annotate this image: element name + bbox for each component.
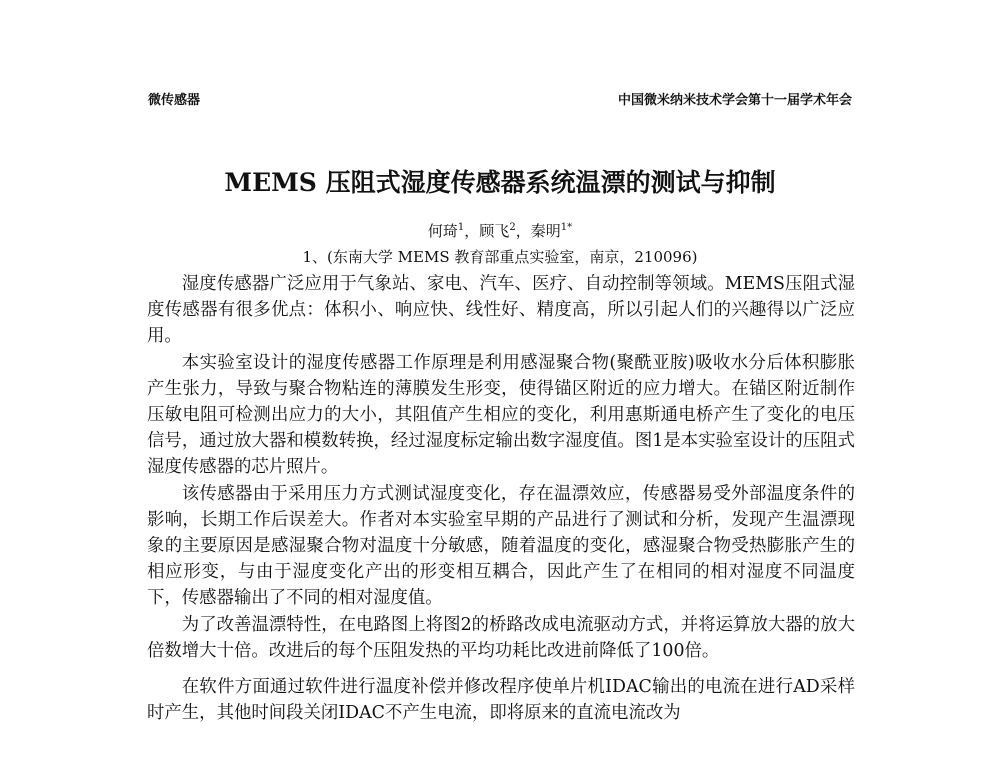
body-paragraph: 在软件方面通过软件进行温度补偿并修改程序使单片机IDAC输出的电流在进行AD采样时产生，其他时间段关闭IDAC不产生电流，即将原来的直流电流改为 <box>147 677 855 724</box>
author-list <box>0 220 1000 241</box>
paper-title: MEMS 压阻式湿度传感器系统温漂的测试与抑制 <box>224 168 776 197</box>
author-name: 秦明 <box>530 222 561 240</box>
author-affiliation-mark: 2 <box>509 222 516 233</box>
author-separator: ， <box>464 222 480 240</box>
author-affiliation-mark: 1 <box>457 222 465 233</box>
body-paragraph: 湿度传感器广泛应用于气象站、家电、汽车、医疗、自动控制等领域。MEMS压阻式湿度传感器有很多优点：体积小、响应快、线性好、精度高，所以引起人们的兴趣得以广泛应用。 <box>147 274 855 347</box>
author-affiliation-mark: 1* <box>560 222 573 233</box>
body-paragraph: 为了改善温漂特性，在电路图上将图2的桥路改成电流驱动方式，并将运算放大器的放大倍数增大十倍。改进后的每个压阻发热的平均功耗比改进前降低了100倍。 <box>147 614 855 661</box>
author-name: 何琦 <box>427 222 458 240</box>
body-paragraph: 该传感器由于采用压力方式测试湿度变化，存在温漂效应，传感器易受外部温度条件的影响，长期工作后误差大。作者对本实验室早期的产品进行了测试和分析，发现产生温漂现象的主要原因是感湿聚合物对温度十分敏感，随着温度的变化，感湿聚合物受热膨胀产生的相应形变，与由于湿度变化产出的形变相互耦合，因此产生了在相同的相对湿度不同温度下，传感器输出了不同的相对湿度值。 <box>147 483 855 609</box>
author-name: 顾飞 <box>479 222 510 240</box>
author-separator: ， <box>515 222 531 240</box>
author-affiliation: 1、(东南大学 MEMS 教育部重点实验室，南京，210096) <box>302 248 698 266</box>
body-text <box>147 271 855 726</box>
running-header-left: 微传感器 <box>148 93 201 108</box>
running-header-right: 中国微米纳米技术学会第十一届学术年会 <box>617 93 852 108</box>
body-paragraph: 本实验室设计的湿度传感器工作原理是利用感湿聚合物(聚酰亚胺)吸收水分后体积膨胀产生张力，导致与聚合物粘连的薄膜发生形变，使得锚区附近的应力增大。在锚区附近制作压敏电阻可检测出应力的大小，其阻值产生相应的变化，利用惠斯通电桥产生了变化的电压信号，通过放大器和模数转换，经过湿度标定输出数字湿度值。图1是本实验室设计的压阻式湿度传感器的芯片照片。 <box>147 352 855 478</box>
